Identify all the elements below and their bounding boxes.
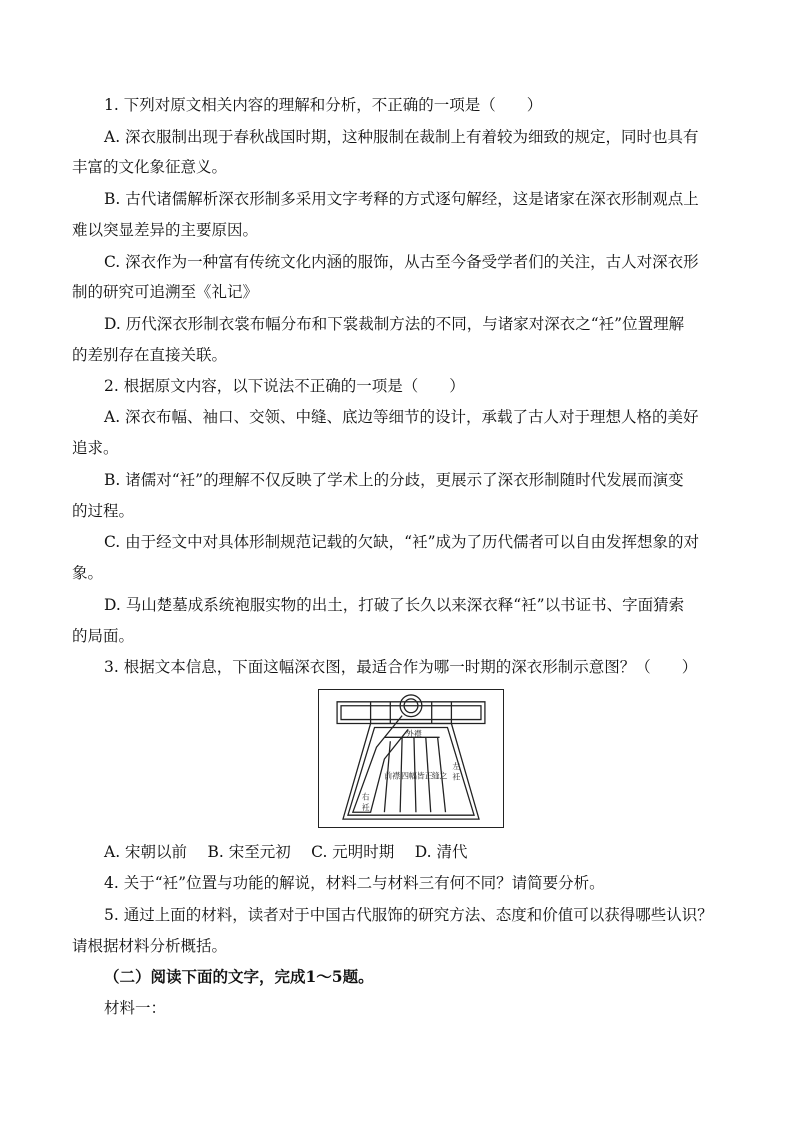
- question-1-option-b: B. 古代诸儒解析深衣形制多采用文字考释的方式逐句解经，这是诸家在深衣形制观点上: [104, 190, 699, 208]
- question-2-stem: 2. 根据原文内容，以下说法不正确的一项是（ ）: [104, 377, 465, 395]
- question-3-options: A. 宋朝以前 B. 宋至元初 C. 元明时期 D. 清代: [104, 843, 468, 861]
- question-1-option-c-cont: 制的研究可追溯至《礼记》: [72, 283, 259, 301]
- label-outer-lapel: 外襟: [406, 729, 422, 739]
- question-1-option-a-cont: 丰富的文化象征意义。: [72, 158, 228, 176]
- question-1-option-b-cont: 难以突显差异的主要原因。: [72, 221, 259, 239]
- label-right-ren-1: 右: [361, 792, 370, 802]
- question-1-option-d: D. 历代深衣形制衣裳布幅分布和下裳裁制方法的不同，与诸家对深衣之“衽”位置理解: [104, 315, 685, 333]
- shenyi-diagram: [318, 689, 504, 828]
- question-2-option-a: A. 深衣布幅、袖口、交领、中缝、底边等细节的设计，承载了古人对于理想人格的美好: [104, 408, 699, 426]
- label-right-ren-2: 衽: [361, 803, 370, 813]
- section-heading: （二）阅读下面的文字，完成1～5题。: [104, 967, 374, 986]
- question-2-option-c: C. 由于经文中对具体形制规范记载的欠缺，“衽”成为了历代儒者可以自由发挥想象的对: [104, 533, 700, 551]
- label-all-straight: 皆正: [416, 771, 433, 781]
- question-4-stem: 4. 关于“衽”位置与功能的解说，材料二与材料三有何不同？请简要分析。: [104, 874, 605, 892]
- question-2-option-a-cont: 追求。: [72, 439, 119, 457]
- question-2-option-d-cont: 的局面。: [72, 627, 135, 645]
- question-2-option-c-cont: 象。: [72, 564, 104, 582]
- label-front-lapel: 前襟: [384, 771, 401, 781]
- question-2-option-d: D. 马山楚墓成系统袍服实物的出土，打破了长久以来深衣释“衽”以书证书、字面猜索: [104, 596, 685, 614]
- question-1-stem: 1. 下列对原文相关内容的理解和分析，不正确的一项是（ ）: [104, 96, 543, 114]
- shenyi-diagram-svg: [319, 690, 503, 827]
- question-1-option-a: A. 深衣服制出现于春秋战国时期，这种服制在裁制上有着较为细致的规定，同时也具有: [104, 128, 699, 146]
- label-four-panels: 四幅: [401, 771, 417, 781]
- question-3-stem: 3. 根据文本信息，下面这幅深衣图，最适合作为哪一时期的深衣形制示意图？（ ）: [104, 658, 698, 676]
- label-left-ren-1: 左: [452, 761, 461, 771]
- label-left-ren-2: 衽: [452, 772, 461, 782]
- question-5-stem-cont: 请根据材料分析概括。: [72, 937, 228, 955]
- question-1-option-d-cont: 的差别存在直接关联。: [72, 346, 228, 364]
- question-2-option-b: B. 诸儒对“衽”的理解不仅反映了学术上的分歧，更展示了深衣形制随时代发展而演变: [104, 471, 684, 489]
- question-1-option-c: C. 深衣作为一种富有传统文化内涵的服饰，从古至今备受学者们的关注，古人对深衣形: [104, 253, 699, 271]
- question-5-stem: 5. 通过上面的材料，读者对于中国古代服饰的研究方法、态度和价值可以获得哪些认识？: [104, 906, 713, 924]
- question-2-option-b-cont: 的过程。: [72, 502, 135, 520]
- garment-outline: [337, 695, 485, 819]
- material-label: 材料一：: [104, 999, 167, 1017]
- label-seam: 缝之: [431, 771, 448, 781]
